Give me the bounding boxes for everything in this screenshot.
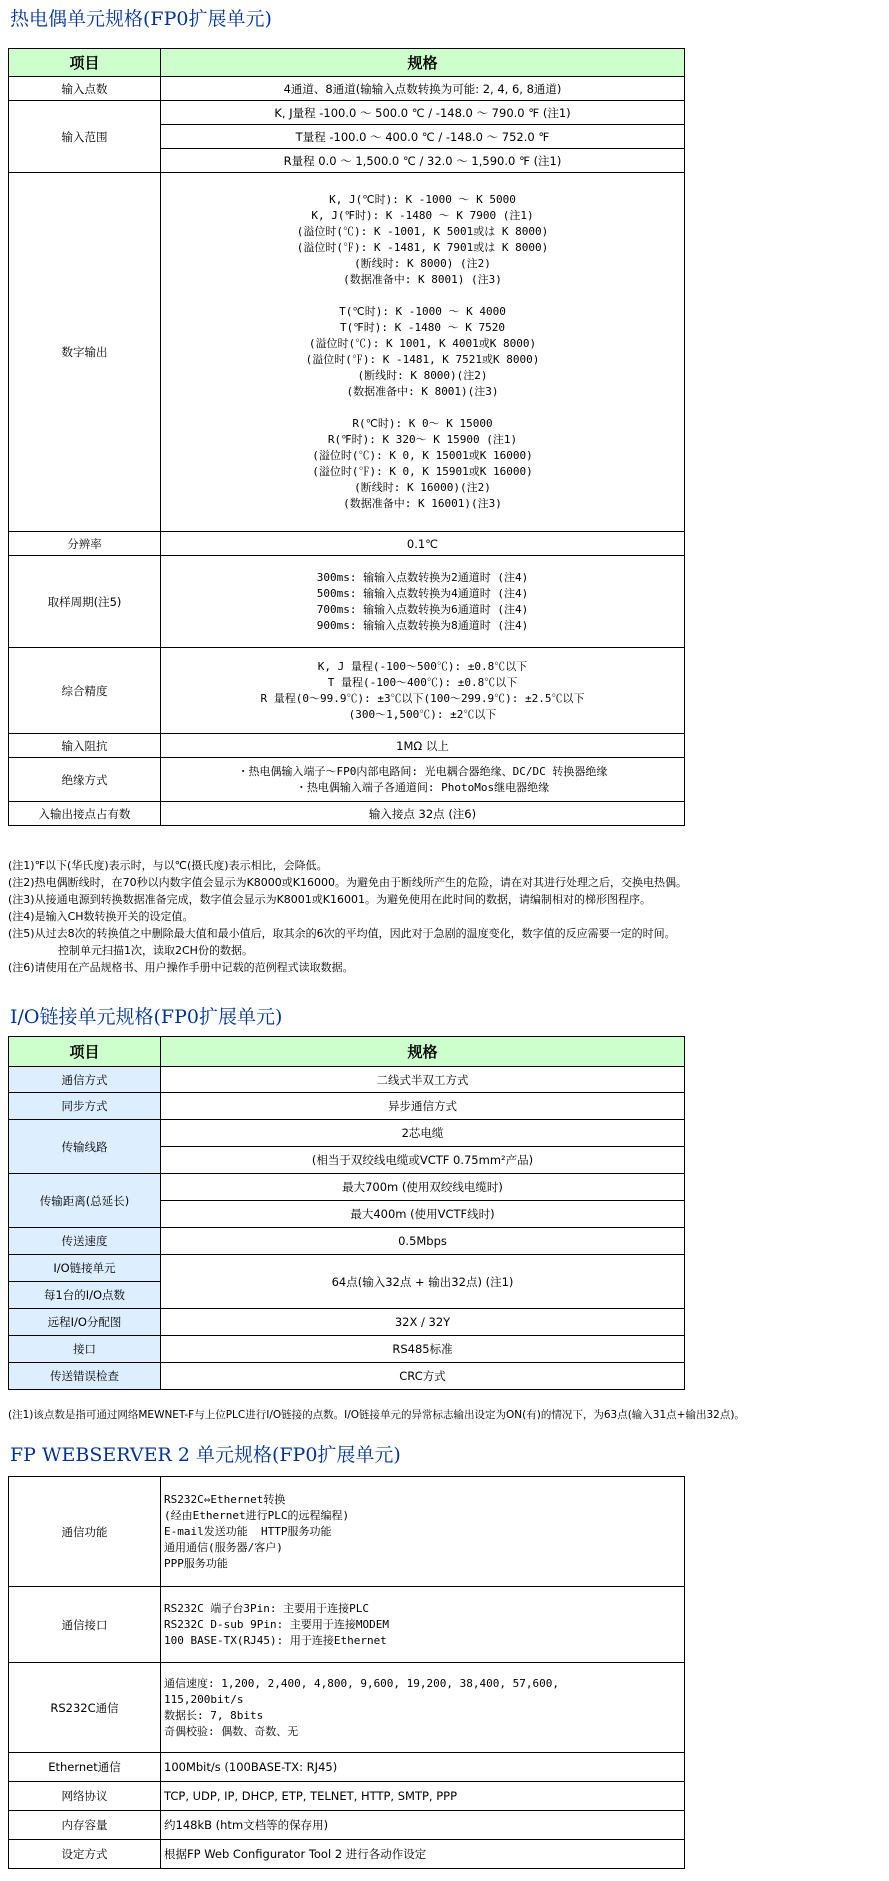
webserver-spec-table (8, 1476, 685, 1869)
row-label: 接口 (9, 1336, 161, 1363)
row-label: 输入阻抗 (9, 734, 161, 758)
row-value: K, J量程 -100.0 ～ 500.0 ℃ / -148.0 ～ 790.0 ℉ (注1) (161, 101, 685, 125)
row-label: 分辨率 (9, 532, 161, 556)
section3-title: FP WEBSERVER 2 单元规格(FP0扩展单元) (10, 1444, 401, 1466)
row-label: 远程I/O分配图 (9, 1309, 161, 1336)
section1-notes (8, 857, 687, 976)
row-label: 入输出接点占有数 (9, 802, 161, 826)
row-label: 传输距离(总延长) (9, 1174, 161, 1228)
row-value: 4通道、8通道(输输入点数转换为可能: 2, 4, 6, 8通道) (161, 77, 685, 101)
row-value-cell (161, 648, 685, 734)
table-row (9, 734, 685, 758)
row-value-cell (161, 173, 685, 532)
table-row (9, 532, 685, 556)
rs232c-value: 通信速度: 1,200, 2,400, 4,800, 9,600, 19,200, 38,400, 57,600, 115,200bit/s 数据长: 7, 8bits 奇偶校验: 偶数、奇数、无 (164, 1676, 559, 1738)
sampling-value: 300ms: 输输入点数转换为2通道时 (注4) 500ms: 输输入点数转换为4通道时 (注4) 700ms: 输输入点数转换为6通道时 (注4) 900ms: 输输入点数转换为8通道时 (注4) (316, 570, 529, 632)
row-label: RS232C通信 (9, 1663, 161, 1753)
table-row (9, 648, 685, 734)
table-row (9, 556, 685, 648)
table-row (9, 1336, 685, 1363)
table-row (9, 101, 685, 125)
row-value: 100Mbit/s (100BASE-TX: RJ45) (161, 1753, 685, 1782)
accuracy-value: K, J 量程(-100～500℃): ±0.8℃以下 T 量程(-100～400℃): ±0.8℃以下 R 量程(0～99.9℃): ±3℃以下(100～299.9℃): ±2.5℃以下 (300～1,500℃): ±2℃以下 (260, 659, 585, 721)
row-value: 最大400m (使用VCTF线时) (161, 1201, 685, 1228)
row-value: CRC方式 (161, 1363, 685, 1390)
row-label: 取样周期(注5) (9, 556, 161, 648)
row-value-cell (161, 1663, 685, 1753)
table-header-row (9, 49, 685, 77)
row-value: TCP, UDP, IP, DHCP, ETP, TELNET, HTTP, SMTP, PPP (161, 1782, 685, 1811)
row-label: 综合精度 (9, 648, 161, 734)
table-row (9, 1120, 685, 1147)
row-value: R量程 0.0 ～ 1,500.0 ℃ / 32.0 ～ 1,590.0 ℉ (注1) (161, 149, 685, 173)
row-value: 32X / 32Y (161, 1309, 685, 1336)
row-label: 传输线路 (9, 1120, 161, 1174)
row-label: 内存容量 (9, 1811, 161, 1840)
row-value-cell (161, 556, 685, 648)
table-row (9, 1067, 685, 1093)
row-value: 0.1℃ (161, 532, 685, 556)
row-value: 二线式半双工方式 (161, 1067, 685, 1093)
row-value: 约148kB (htm文档等的保存用) (161, 1811, 685, 1840)
note-2: (注2)热电偶断线时，在70秒以内数字值会显示为K8000或K16000。为避免由于断线所产生的危险，请在对其进行处理之后，交换电热偶。 (8, 876, 687, 889)
table-row (9, 1093, 685, 1120)
note-6: (注6)请使用在产品规格书、用户操作手册中记载的范例程式读取数据。 (8, 961, 354, 974)
header-spec: 规格 (161, 1037, 685, 1067)
row-label: 网络协议 (9, 1782, 161, 1811)
row-value: 输入接点 32点 (注6) (161, 802, 685, 826)
row-label: 输入点数 (9, 77, 161, 101)
row-value-cell (161, 1587, 685, 1663)
comm-func-value: RS232C⇔Ethernet转换 (经由Ethernet进行PLC的远程编程) E-mail发送功能 HTTP服务功能 通用通信(服务器/客户) PPP服务功能 (164, 1492, 350, 1570)
header-item: 项目 (9, 49, 161, 77)
row-label: 通信功能 (9, 1477, 161, 1587)
note-5-continued: 控制单元扫描1次，读取2CH份的数据。 (58, 944, 253, 957)
insulation-value: ・热电偶输入端子～FP0内部电路间: 光电耦合器绝缘、DC/DC 转换器绝缘 ・热电偶输入端子各通道间: PhotoMos继电器绝缘 (237, 764, 608, 794)
note-3: (注3)从接通电源到转换数据准备完成，数字值会显示为K8001或K16001。为避免使用在此时间的数据，请编制相对的梯形图程序。 (8, 893, 651, 906)
table-row (9, 1663, 685, 1753)
row-label: 通信方式 (9, 1067, 161, 1093)
table-row (9, 1174, 685, 1201)
comm-if-value: RS232C 端子台3Pin: 主要用于连接PLC RS232C D-sub 9Pin: 主要用于连接MODEM 100 BASE-TX(RJ45): 用于连接Ethernet (164, 1601, 389, 1647)
section1-title: 热电偶单元规格(FP0扩展单元) (10, 8, 272, 30)
table-row (9, 1587, 685, 1663)
row-label: I/O链接单元 (9, 1255, 161, 1282)
row-label: 通信接口 (9, 1587, 161, 1663)
row-label: 每1台的I/O点数 (9, 1282, 161, 1309)
table-row (9, 1309, 685, 1336)
section2-title: I/O链接单元规格(FP0扩展单元) (10, 1006, 283, 1028)
row-label: 设定方式 (9, 1840, 161, 1869)
header-spec: 规格 (161, 49, 685, 77)
table-row (9, 802, 685, 826)
table-header-row (9, 1037, 685, 1067)
header-item: 项目 (9, 1037, 161, 1067)
io-link-spec-table (8, 1036, 685, 1390)
table-row (9, 1477, 685, 1587)
row-value: 64点(输入32点 + 输出32点) (注1) (161, 1255, 685, 1309)
row-value: 2芯电缆 (161, 1120, 685, 1147)
note-1: (注1)℉以下(华氏度)表示时，与以℃(摄氏度)表示相比，会降低。 (8, 859, 328, 872)
digital-output-value: K, J(℃时): K -1000 ～ K 5000 K, J(℉时): K -1480 ～ K 7900 (注1) (溢位时(℃): K -1001, K 5001或は K 8000) (溢位时(℉): K -1481, K 7901或は K 8000) (断线时: K 8000) (注2) (数据准备中: K 8001) (注3) T(℃时): K -1000 ～ K 4000 T(℉时): K -1480 ～ K 7520 (溢位时(℃): K 1001, K 4001或K 8000) (溢位时(℉): K -1481, K 7521或K 8000) (断线时: K 8000)(注2) (数据准备中: K 8001)(注3) R(℃时): K 0～ K 15000 R(℉时): K 320～ K 15900 (注1) (溢位时(℃): K 0, K 15001或K 16000) (溢位时(℉): K 0, K 15901或K 16000) (断线时: K 16000)(注2) (数据准备中: K 16001)(注3) (296, 193, 549, 510)
row-label: 输入范围 (9, 101, 161, 173)
row-value: 1MΩ 以上 (161, 734, 685, 758)
table-row (9, 1255, 685, 1282)
row-value: 根据FP Web Configurator Tool 2 进行各动作设定 (161, 1840, 685, 1869)
note-5: (注5)从过去8次的转换值之中删除最大值和最小值后，取其余的6次的平均值，因此对于急剧的温度变化，数字值的反应需要一定的时间。 (8, 927, 676, 940)
row-value: T量程 -100.0 ～ 400.0 ℃ / -148.0 ～ 752.0 ℉ (161, 125, 685, 149)
thermocouple-spec-table (8, 48, 685, 826)
table-row (9, 1840, 685, 1869)
table-row (9, 77, 685, 101)
note-4: (注4)是输入CH数转换开关的设定值。 (8, 910, 194, 923)
row-value: 最大700m (使用双绞线电缆时) (161, 1174, 685, 1201)
table-row (9, 1363, 685, 1390)
row-value: (相当于双绞线电缆或VCTF 0.75mm²产品) (161, 1147, 685, 1174)
row-value-cell (161, 758, 685, 802)
table-row (9, 1782, 685, 1811)
row-label: 绝缘方式 (9, 758, 161, 802)
row-label: 传送错误检查 (9, 1363, 161, 1390)
table-row (9, 758, 685, 802)
section2-notes (8, 1407, 745, 1424)
table-row (9, 173, 685, 532)
row-label: 同步方式 (9, 1093, 161, 1120)
row-value: 异步通信方式 (161, 1093, 685, 1120)
table-row (9, 1811, 685, 1840)
table-row (9, 1753, 685, 1782)
row-label: 传送速度 (9, 1228, 161, 1255)
row-label: 数字输出 (9, 173, 161, 532)
note-1: (注1)该点数是指可通过网络MEWNET-F与上位PLC进行I/O链接的点数。I/O链接单元的异常标志输出设定为ON(有)的情况下，为63点(输入31点+输出32点)。 (8, 1409, 745, 1421)
row-value: RS485标准 (161, 1336, 685, 1363)
row-value-cell (161, 1477, 685, 1587)
row-label: Ethernet通信 (9, 1753, 161, 1782)
table-row (9, 1228, 685, 1255)
row-value: 0.5Mbps (161, 1228, 685, 1255)
